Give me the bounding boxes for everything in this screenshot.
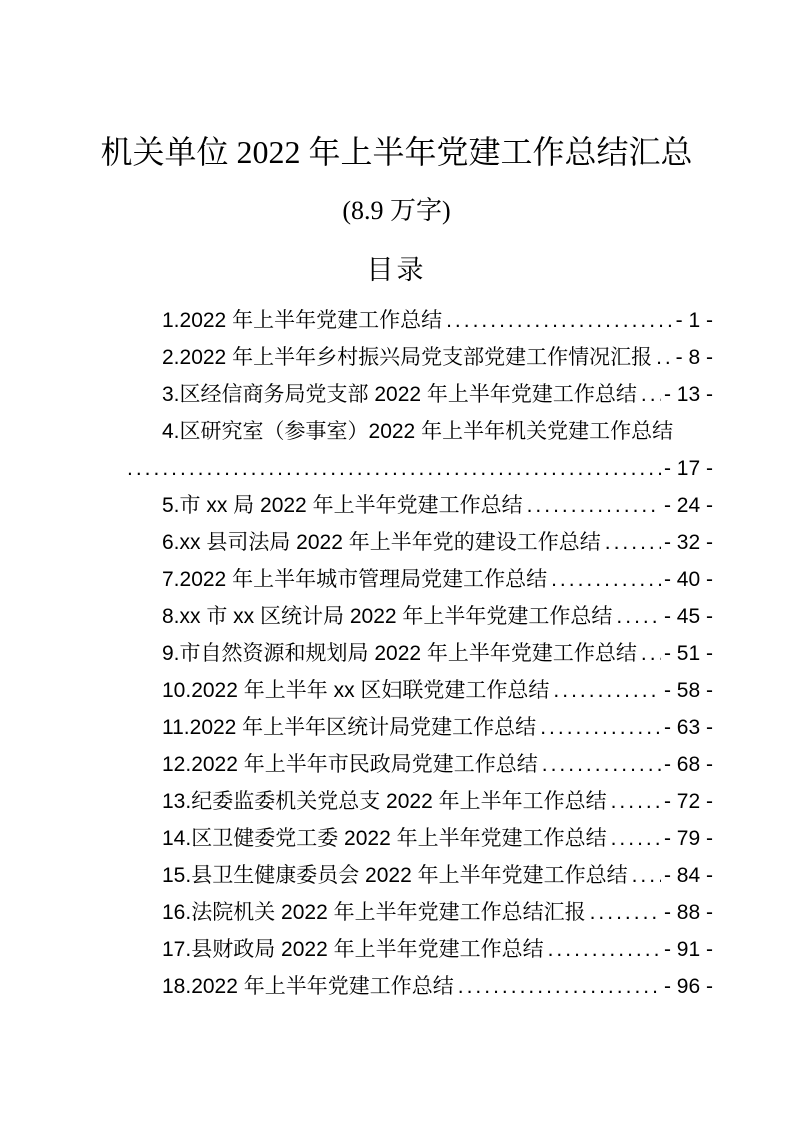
toc-entry-title: 4.区研究室（参事室）2022 年上半年机关党建工作总结 — [162, 420, 674, 443]
toc-dot-leader — [616, 598, 661, 635]
toc-dot-leader — [458, 968, 661, 1005]
toc-page-number: - 51 - — [663, 642, 713, 665]
toc-entry-title: 9.市自然资源和规划局 2022 年上半年党建工作总结 — [162, 642, 637, 665]
toc-entry-title: 15.县卫生健康委员会 2022 年上半年党建工作总结 — [162, 864, 628, 887]
toc-dot-leader — [527, 487, 661, 524]
toc-dot-leader — [656, 339, 673, 376]
table-of-contents — [123, 302, 713, 1005]
toc-entry — [123, 968, 713, 1005]
toc-page-number: - 17 - — [663, 457, 713, 480]
toc-entry-title: 18.2022 年上半年党建工作总结 — [162, 975, 454, 998]
toc-page-number: - 8 - — [675, 346, 713, 369]
toc-entry-title: 14.区卫健委党工委 2022 年上半年党建工作总结 — [162, 827, 607, 850]
toc-entry-title: 17.县财政局 2022 年上半年党建工作总结 — [162, 938, 544, 961]
toc-page-number: - 40 - — [663, 568, 713, 591]
toc-page-number: - 58 - — [663, 679, 713, 702]
toc-dot-leader — [548, 931, 661, 968]
toc-page-number: - 96 - — [663, 975, 713, 998]
toc-entry-title: 8.xx 市 xx 区统计局 2022 年上半年党建工作总结 — [162, 605, 613, 628]
toc-entry — [123, 820, 713, 857]
toc-page-number: - 32 - — [663, 531, 713, 554]
toc-dot-leader — [553, 672, 661, 709]
toc-entry — [123, 598, 713, 635]
toc-entry-title: 11.2022 年上半年区统计局党建工作总结 — [162, 716, 537, 739]
toc-dot-leader — [590, 894, 661, 931]
toc-dot-leader — [611, 820, 661, 857]
toc-entry — [123, 635, 713, 672]
toc-entry — [123, 376, 713, 413]
toc-page-number: - 24 - — [663, 494, 713, 517]
toc-entry-title: 6.xx 县司法局 2022 年上半年党的建设工作总结 — [162, 531, 601, 554]
toc-entry — [123, 894, 713, 931]
toc-page-number: - 88 - — [663, 901, 713, 924]
toc-dot-leader — [540, 709, 661, 746]
toc-page-number: - 84 - — [663, 864, 713, 887]
toc-page-number: - 91 - — [663, 938, 713, 961]
toc-dot-leader — [551, 561, 661, 598]
toc-entry-title: 7.2022 年上半年城市管理局党建工作总结 — [162, 568, 548, 591]
toc-page-number: - 13 - — [663, 383, 713, 406]
toc-entry-continuation — [123, 450, 713, 487]
toc-entry — [123, 302, 713, 339]
toc-entry — [123, 524, 713, 561]
toc-dot-leader — [605, 524, 661, 561]
toc-entry-title: 10.2022 年上半年 xx 区妇联党建工作总结 — [162, 679, 550, 702]
toc-entry — [123, 561, 713, 598]
toc-entry — [123, 487, 713, 524]
document-subtitle: (8.9 万字) — [342, 196, 451, 225]
toc-entry-title: 13.纪委监委机关党总支 2022 年上半年工作总结 — [162, 790, 607, 813]
toc-entry-title: 2.2022 年上半年乡村振兴局党支部党建工作情况汇报 — [162, 346, 653, 369]
toc-page-number: - 1 - — [675, 309, 713, 332]
toc-page-number: - 72 - — [663, 790, 713, 813]
toc-heading: 目录 — [366, 255, 427, 285]
toc-dot-leader — [641, 635, 661, 672]
toc-page-number: - 79 - — [663, 827, 713, 850]
toc-dot-leader — [446, 302, 673, 339]
toc-entry-title: 12.2022 年上半年市民政局党建工作总结 — [162, 753, 538, 776]
toc-entry — [123, 931, 713, 968]
document-title: 机关单位 2022 年上半年党建工作总结汇总 — [100, 134, 693, 170]
toc-entry — [123, 339, 713, 376]
toc-dot-leader — [641, 376, 661, 413]
toc-page-number: - 63 - — [663, 716, 713, 739]
toc-dot-leader — [632, 857, 661, 894]
toc-dot-leader — [542, 746, 661, 783]
toc-entry — [123, 672, 713, 709]
toc-entry-title: 1.2022 年上半年党建工作总结 — [162, 309, 443, 332]
toc-entry — [123, 413, 713, 450]
toc-entry-title: 16.法院机关 2022 年上半年党建工作总结汇报 — [162, 901, 586, 924]
toc-entry — [123, 746, 713, 783]
toc-page-number: - 68 - — [663, 753, 713, 776]
toc-entry-title: 5.市 xx 局 2022 年上半年党建工作总结 — [162, 494, 523, 517]
toc-entry — [123, 783, 713, 820]
toc-entry — [123, 857, 713, 894]
toc-page-number: - 45 - — [663, 605, 713, 628]
toc-dot-leader — [127, 450, 661, 487]
toc-entry — [123, 709, 713, 746]
toc-entry-title: 3.区经信商务局党支部 2022 年上半年党建工作总结 — [162, 383, 637, 406]
toc-dot-leader — [611, 783, 661, 820]
